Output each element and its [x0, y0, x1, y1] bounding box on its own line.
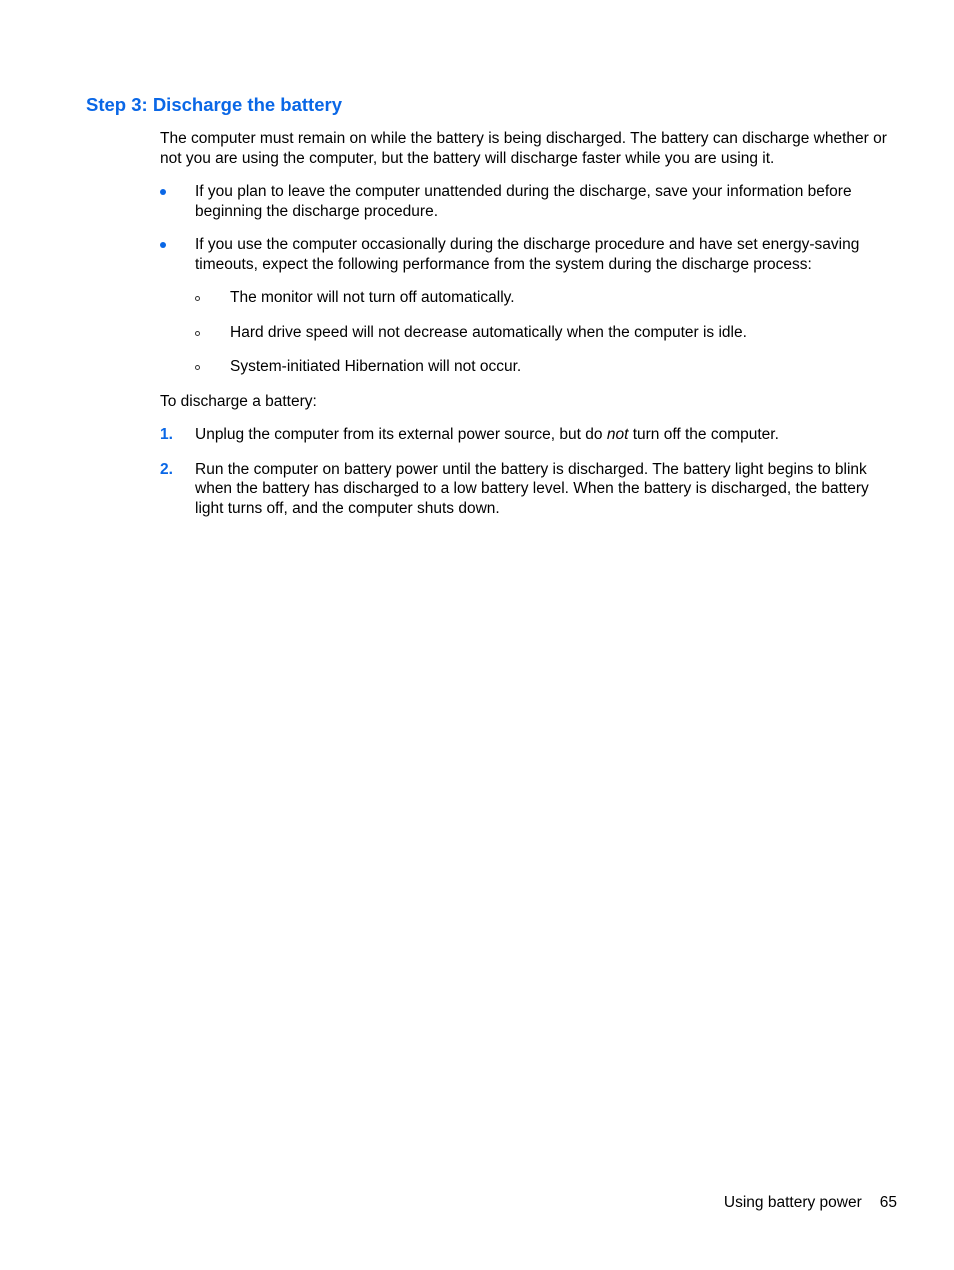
section-body — [160, 129, 890, 533]
sub-bullet-item — [195, 288, 890, 308]
bullet-text: If you use the computer occasionally during the discharge procedure and have set energy-saving timeouts, expect the following performance from the system during the discharge process: — [195, 236, 860, 273]
step-item — [160, 425, 890, 445]
step-emphasis: not — [606, 426, 629, 443]
procedure-lead-in: To discharge a battery: — [160, 392, 317, 410]
sub-bullet-item — [195, 357, 890, 377]
step-number: 1. — [160, 426, 173, 443]
step-list — [160, 425, 890, 518]
sub-bullet-list — [195, 288, 890, 377]
sub-bullet-text: The monitor will not turn off automatically. — [230, 289, 515, 306]
step-item — [160, 460, 890, 519]
step-text — [195, 426, 779, 443]
hollow-circle-icon — [195, 296, 200, 301]
step-number: 2. — [160, 460, 173, 478]
bullet-dot-icon — [160, 242, 166, 248]
sub-bullet-text: Hard drive speed will not decrease automatically when the computer is idle. — [230, 323, 747, 341]
sub-bullet-item — [195, 323, 890, 343]
bullet-item — [160, 182, 890, 221]
bullet-list — [160, 182, 890, 377]
footer-section-title: Using battery power — [723, 1194, 862, 1211]
sub-bullet-text: System-initiated Hibernation will not occur. — [230, 358, 522, 375]
hollow-circle-icon — [195, 365, 200, 370]
bullet-item — [160, 235, 890, 377]
page-footer — [724, 1193, 897, 1212]
section-heading: Step 3: Discharge the battery — [86, 94, 342, 115]
step-text-before: Unplug the computer from its external power source, but do — [195, 426, 607, 443]
hollow-circle-icon — [195, 331, 200, 336]
step-text-after: turn off the computer. — [628, 426, 779, 443]
page-number: 65 — [879, 1194, 897, 1211]
bullet-text: If you plan to leave the computer unattended during the discharge, save your information before beginning the discharge procedure. — [195, 183, 852, 220]
step-text: Run the computer on battery power until the battery is discharged. The battery light begins to blink when the battery has discharged to a low battery level. When the battery is discharged, the battery light turns off, and the computer shuts down. — [195, 460, 869, 517]
bullet-dot-icon — [160, 189, 166, 195]
intro-paragraph: The computer must remain on while the battery is being discharged. The battery can discharge whether or not you are using the computer, but the battery will discharge faster while you are using it. — [160, 130, 887, 167]
